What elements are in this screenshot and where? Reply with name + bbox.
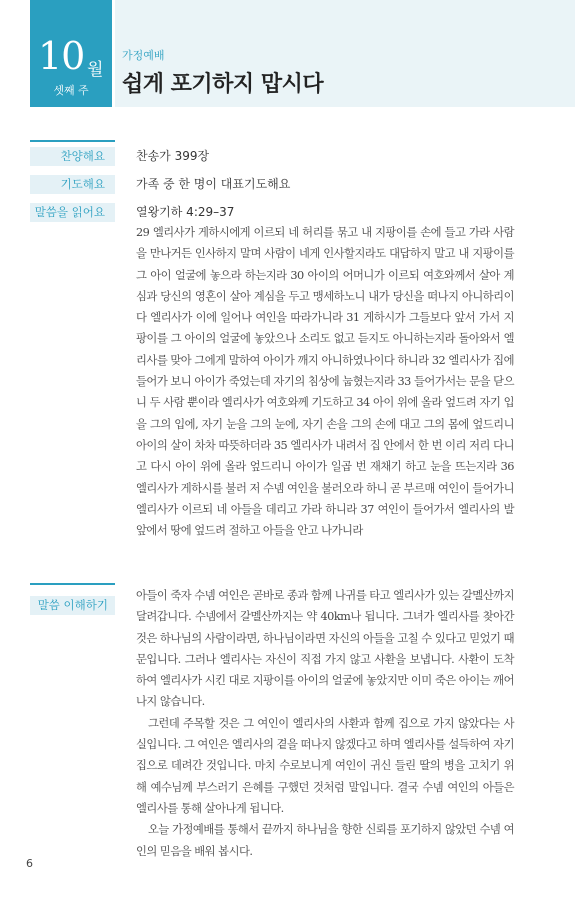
prayer-label: 기도해요 <box>30 175 115 194</box>
month-number: 10 <box>38 34 85 78</box>
page-number: 6 <box>26 857 33 870</box>
commentary-paragraph: 아들이 죽자 수넴 여인은 곧바로 종과 함께 나귀를 타고 엘리사가 있는 갈멜산까지 달려갑니다. 수넴에서 갈멜산까지는 약 40km나 됩니다. 그녀가 엘리사를 찾아간 것은 하나님의 사람이라면, 하나님이라면 자신의 아들을 고칠 수 있다고 믿었기 때문입니다. 그러나 엘리사는 자신이 직접 가지 않고 사환을 보냅니다. 사환이 도착하여 엘리사가 시킨 대로 지팡이를 아이의 얼굴에 놓았지만 이미 죽은 아이는 깨어나지 않습니다. <box>136 589 514 709</box>
understand-label: 말씀 이해하기 <box>30 596 115 615</box>
commentary-paragraph: 오늘 가정예배를 통해서 끝까지 하나님을 향한 신뢰를 포기하지 않았던 수넴 여인의 믿음을 배워 봅시다. <box>136 823 514 858</box>
section-subtitle: 가정예배 <box>122 49 165 62</box>
section-divider <box>30 583 115 585</box>
page-header <box>0 0 575 116</box>
title-panel <box>115 0 575 107</box>
commentary-paragraph: 그런데 주목할 것은 그 여인이 엘리사의 사환과 함께 집으로 가지 않았다는 사실입니다. 그 여인은 엘리사의 곁을 떠나지 않겠다고 하며 엘리사를 설득하여 자기 집으로 데려간 것입니다. 마치 수로보니게 여인이 귀신 들린 딸의 병을 고치기 위해 예수님께 부스러기 은혜를 구했던 것처럼 말입니다. 결국 수넴 여인의 아들은 엘리사를 통해 살아나게 됩니다. <box>136 716 514 815</box>
reading-label: 말씀을 읽어요 <box>30 203 115 222</box>
page-title: 쉽게 포기하지 맙시다 <box>122 72 324 97</box>
prayer-value: 가족 중 한 명이 대표기도해요 <box>136 177 291 191</box>
reading-reference: 열왕기하 4:29–37 <box>136 205 235 219</box>
praise-value: 찬송가 399장 <box>136 149 210 163</box>
scripture-text: 29 엘리사가 게하시에게 이르되 네 허리를 묶고 내 지팡이를 손에 들고 가라 사람을 만나거든 인사하지 말며 사람이 네게 인사할지라도 대답하지 말고 내 지팡이를 그 아이 얼굴에 놓으라 하는지라 30 아이의 어머니가 이르되 여호와께서 살아 계심과 당신의 영혼이 살아 계심을 두고 맹세하노니 내가 당신을 떠나지 아니하리이다 엘리사가 이에 일어나 여인을 따라가니라 31 게하시가 그들보다 앞서 가서 지팡이를 그 아이의 얼굴에 놓았으나 소리도 없고 듣지도 아니하는지라 돌아와서 엘리사를 맞아 그에게 말하여 아이가 깨지 아니하였나이다 하니라 32 엘리사가 집에 들어가 보니 아이가 죽었는데 자기의 침상에 눕혔는지라 33 들어가서는 문을 닫으니 두 사람 뿐이라 엘리사가 여호와께 기도하고 34 아이 위에 올라 엎드려 자기 입을 그의 입에, 자기 눈을 그의 눈에, 자기 손을 그의 손에 대고 그의 몸에 엎드리니 아이의 살이 차차 따뜻하더라 35 엘리사가 내려서 집 안에서 한 번 이리 저리 다니고 다시 아이 위에 올라 엎드리니 아이가 일곱 번 재채기 하고 눈을 뜨는지라 36 엘리사가 게하시를 불러 저 수넴 여인을 불러오라 하니 곧 부르매 여인이 들어가니 엘리사가 이르되 네 아들을 데리고 가라 하니라 37 여인이 들어가서 엘리사의 발 앞에서 땅에 엎드려 절하고 아들을 안고 나가니라 <box>136 226 514 538</box>
praise-label: 찬양해요 <box>30 147 115 166</box>
month-unit: 월 <box>87 60 104 80</box>
week-label: 셋째 주 <box>53 84 89 97</box>
section-divider <box>30 140 115 142</box>
commentary <box>136 585 514 862</box>
month-badge <box>30 0 112 107</box>
